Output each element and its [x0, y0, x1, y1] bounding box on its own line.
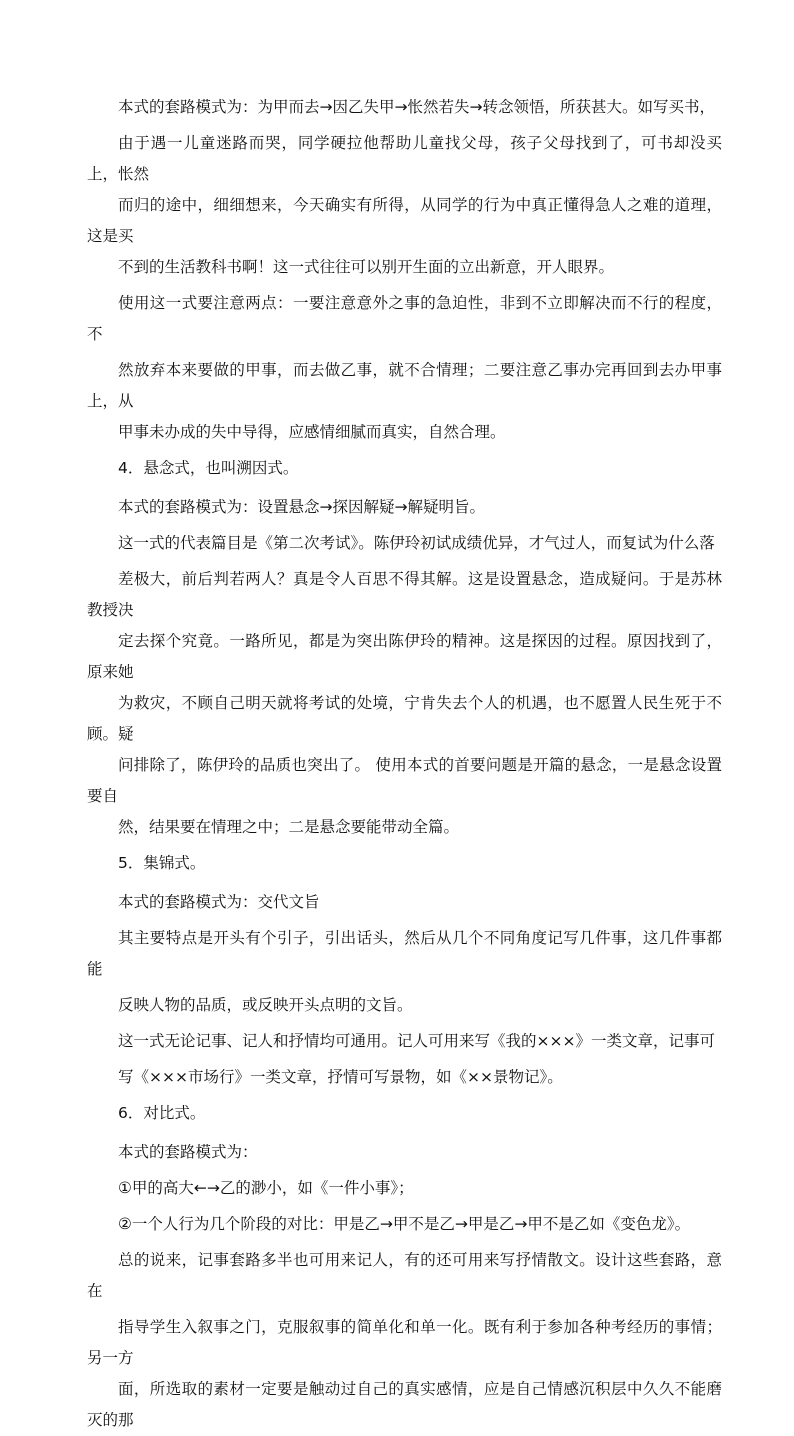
text-line: 本式的套路模式为：为甲而去→因乙失甲→怅然若失→转念领悟，所获甚大。如写买书，: [118, 98, 715, 116]
text-line: 6．对比式。: [118, 1104, 206, 1122]
text-line: 使用这一式要注意两点：一要注意意外之事的急迫性，非到不立即解决而不行的程度，不: [87, 294, 722, 343]
list-item-contrast-1: [87, 1173, 722, 1204]
section-heading-4: [87, 453, 722, 484]
text-line: 问排除了，陈伊玲的品质也突出了。 使用本式的首要问题是开篇的悬念，一是悬念设置要自: [87, 756, 722, 805]
list-item-contrast-2: [87, 1209, 722, 1240]
paragraph-summary: [87, 1245, 722, 1436]
section-heading-5: [87, 848, 722, 879]
text-line: 4．悬念式，也叫溯因式。: [118, 459, 299, 477]
text-line: 其主要特点是开头有个引子，引出话头，然后从几个不同角度记写几件事，这几件事都能: [87, 929, 722, 978]
text-line: 5．集锦式。: [118, 854, 206, 872]
paragraph-usage-notes: [87, 288, 722, 448]
paragraph-pattern-6: [87, 1137, 722, 1168]
text-line: ②一个人行为几个阶段的对比：甲是乙→甲不是乙→甲是乙→甲不是乙如《变色龙》。: [118, 1215, 691, 1233]
text-line: 然放弃本来要做的甲事，而去做乙事，就不合情理；二要注意乙事办完再回到去办甲事上，从: [87, 361, 722, 410]
text-line: 然，结果要在情理之中；二是悬念要能带动全篇。: [118, 818, 460, 836]
paragraph-pattern-4: [87, 492, 722, 523]
text-line: 本式的套路模式为：设置悬念→探因解疑→解疑明旨。: [118, 498, 485, 516]
text-line: 为救灾，不顾自己明天就将考试的处境，宁肯失去个人的机遇，也不愿置人民生死于不顾。疑: [87, 694, 722, 743]
text-line: 而归的途中，细细想来，今天确实有所得，从同学的行为中真正懂得急人之难的道理，这是买: [87, 196, 722, 245]
text-line: 这一式的代表篇目是《第二次考试》。陈伊玲初试成绩优异，才气过人，而复试为什么落: [118, 534, 715, 552]
text-line: 差极大，前后判若两人？真是令人百思不得其解。这是设置悬念，造成疑问。于是苏林教授决: [87, 570, 722, 619]
text-line: 本式的套路模式为：: [118, 1143, 258, 1161]
text-line: 指导学生入叙事之门，克服叙事的简单化和单一化。既有利于参加各种考经历的事情；另一方: [87, 1318, 722, 1367]
text-line: 不到的生活教科书啊！这一式往往可以别开生面的立出新意，开人眼界。: [118, 258, 615, 276]
text-line: 面，所选取的素材一定要是触动过自己的真实感情，应是自己情感沉积层中久久不能磨灭的那: [87, 1380, 722, 1429]
text-line: 本式的套路模式为：交代文旨: [118, 893, 320, 911]
text-line: 反映人物的品质，或反映开头点明的文旨。: [118, 996, 413, 1014]
paragraph-example-4: [87, 528, 722, 843]
text-line: 甲事未办成的失中导得，应感情细腻而真实，自然合理。: [118, 423, 506, 441]
text-line: 定去探个究竟。一路所见，都是为突出陈伊玲的精神。这是探因的过程。原因找到了，原来她: [87, 632, 722, 681]
text-line: ①甲的高大←→乙的渺小，如《一件小事》；: [118, 1179, 414, 1197]
text-line: 写《×××市场行》一类文章，抒情可写景物，如《××景物记》。: [118, 1068, 563, 1086]
section-heading-6: [87, 1098, 722, 1129]
paragraph-features-5: [87, 923, 722, 1021]
paragraph-usage-5: [87, 1026, 722, 1093]
text-line: 总的说来，记事套路多半也可用来记人，有的还可用来写抒情散文。设计这些套路，意在: [87, 1251, 722, 1300]
paragraph-pattern-5: [87, 887, 722, 918]
text-line: 这一式无论记事、记人和抒情均可通用。记人可用来写《我的×××》一类文章，记事可: [118, 1032, 715, 1050]
paragraph-pattern-1: [87, 92, 722, 283]
text-line: 由于遇一儿童迷路而哭，同学硬拉他帮助儿童找父母，孩子父母找到了，可书却没买上，怅然: [87, 134, 722, 183]
